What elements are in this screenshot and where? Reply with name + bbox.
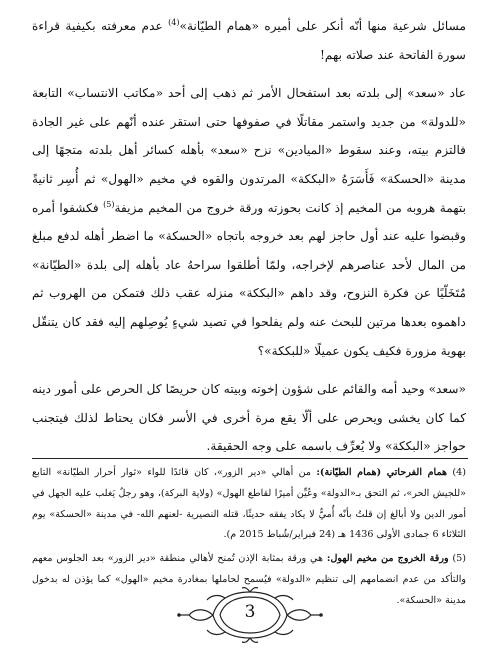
footnote-ref-5[interactable]: (5)	[103, 199, 115, 209]
footnote-5-title: ورقة الخروج من مخيم الهول:	[326, 553, 449, 565]
body-text	[32, 12, 466, 471]
footnote-5-text: هي ورقة بمثابة الإذن تُمنح لأهالي منطقة «دير الزور» بعد الجلوس معهم والتأكد من عدم انضمامهم إلى تنظيم «الدولة» فيُسمح لحاملها بمغادرة مخيم «الهول» كما يؤذن له بدخول مدينة «الحسكة».	[32, 553, 466, 606]
paragraph-2b: فكشفوا أمره وقبضوا عليه عند أول حاجز لهم بعد خروجه باتجاه «الحسكة» ما اضطر أهله لدفع مبلغ من المال لأحد عناصرهم لإخراجه، ولمّا أطلقوا سراحهُ عاد بأهله إلى بلدة «الطيّانة» مُتَخَلّيًا عن فكرة النزوح، وقد داهم «البككة» منزله عقب ذلك فتمكن من الهروب ثم داهموه بعدها مرتين للبحث عنه ولم يفلحوا في تصيد شيءٍ يُوصِلهم إليه فقد كان يتنقّل بهوية مزورة فكيف يكون عميلًا «للبككة»؟	[32, 200, 466, 358]
paragraph-3	[32, 375, 466, 461]
footnote-5-number: (5)	[452, 553, 466, 565]
paragraph-3-text: «سعد» وحيد أمه والقائم على شؤون إخوته وبيته كان حريصًا كل الحرص على أمور دينه كما كان يخشى ويحرص على ألّا يقع مرة أخرى في الأسر فكان يحتاط لذلك فيتجنب حواجز «البككة» ولا يُعرِّف باسمه على وجه الحقيقة.	[32, 382, 466, 454]
paragraph-2	[32, 79, 466, 365]
footnote-4-text: من أهالي «دير الزور»، كان قائدًا للواء «ثوار أحرار الطيّانة» التابع «للجيش الحر»، ثم التحق بـ«الدولة» وعُيِّن أميرًا لقاطع الهول» (ولاية البركة)، وهو رجلٌ يَغلب عليه الجهل في أمور الدين ولا أبالغ إن قلتُ بأنّه أُميٌّ لا يكاد يفقه حديثًا، قتله النصيرية -لعنهم الله- في مدينة «الحسكة» يوم الثلاثاء 6 جمادى الأولى 1436 هـ (24 فبراير/شُباط 2015 م).	[32, 467, 466, 541]
paragraph-1b: عدم معرفته بكيفية قراءة سورة الفاتحة عند صلاته بهم!	[32, 19, 466, 62]
footnote-4	[32, 463, 466, 546]
footnote-4-title: همام الفرحاتي (همام الطيّانة):	[316, 467, 448, 478]
page-number: 3	[244, 602, 256, 622]
footnote-separator	[32, 458, 468, 459]
paragraph-1	[32, 12, 466, 69]
paragraph-1a: مسائل شرعية منها أنّه أنكر على أميره «همام الطيّانة»	[179, 19, 466, 33]
footnote-4-number: (4)	[452, 467, 466, 478]
footnote-ref-4[interactable]: (4)	[168, 17, 180, 27]
paragraph-2a: عاد «سعد» إلى بلدته بعد استفحال الأمر ثم ذهب إلى أحد «مكاتب الانتساب» التابعة «للدولة» من جديد واستمر مقاتلًا في صفوفها حتى استقر عنده أنّهم على غير الجادة فالتزم بيته، وعند سقوط «الميادين» نزح «سعد» بأهله كسائر أهل بلدته متجهًا إلى مدينة «الحسكة» فَأَسَرَهُ «البككة» المرتدون والقوه في مخيم «الهول» ثم أُسِر ثانيةً بتهمة هروبه من المخيم إذ كانت بحوزته ورقة خروج من المخيم مزيفة	[32, 86, 466, 215]
